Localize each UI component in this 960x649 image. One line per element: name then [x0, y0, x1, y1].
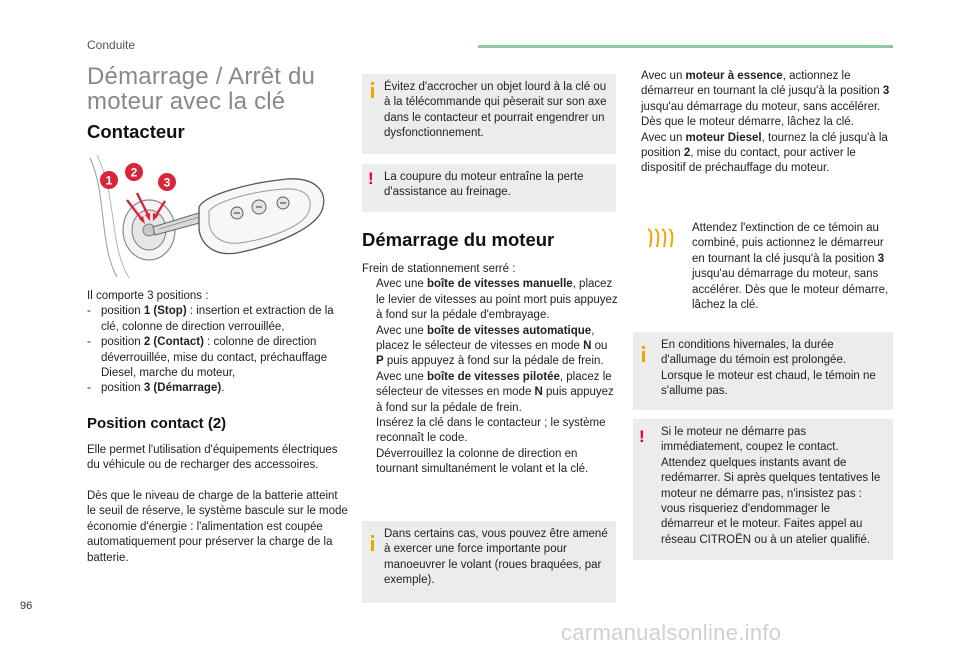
callout-3-label: 3: [163, 175, 171, 190]
watermark: carmanualsonline.info: [561, 620, 782, 645]
step-bold: moteur à essence: [685, 70, 783, 82]
info-box-winter: [633, 332, 893, 410]
title-line-2: moteur avec la clé: [87, 88, 286, 116]
step-rest-2: , mise du contact, pour activer le dispositif de préchauffage du moteur.: [641, 147, 856, 175]
heading-contacteur: Contacteur: [87, 121, 185, 142]
step-rest: , placez le sélecteur de vitesses en mode: [376, 324, 595, 353]
dash-mark: -: [87, 305, 91, 318]
step-diesel-engine: [617, 131, 894, 177]
preheating-lamp-text: [692, 221, 892, 313]
step-bold-mode-n: N: [583, 340, 592, 353]
info-icon: [641, 346, 646, 362]
position-rest: : insertion et extraction de la clé, colonne de direction verrouillée,: [101, 305, 334, 333]
callout-1-label: 1: [105, 173, 113, 188]
step-bold-mode-n: N: [534, 386, 543, 399]
ignition-key-drawing: [87, 155, 349, 278]
warning-text: La coupure du moteur entraîne la perte d'assistance au freinage.: [384, 171, 584, 199]
position-item-3: [87, 381, 349, 396]
header-rule: [478, 45, 893, 48]
positions-block: [87, 289, 349, 397]
page-title: [87, 64, 349, 114]
info-text: Évitez d'accrocher un objet lourd à la clé ou à la télécommande qui pèserait sur son axe dans le contacteur et pourrait engendrer un dysfonctionnement.: [384, 81, 607, 140]
step-manual-gearbox: [362, 277, 618, 323]
exclamation-icon: !: [368, 169, 374, 188]
info-box-heavy-key: [362, 74, 616, 154]
steps-intro: Frein de stationnement serré :: [362, 263, 516, 275]
position-rest: .: [221, 382, 225, 395]
lamp-text-bold: 3: [877, 252, 885, 265]
step-rest: Déverrouillez la colonne de direction en tournant simultanément le volant et la clé.: [376, 447, 589, 476]
paragraph-battery: Dès que le niveau de charge de la batterie atteint le seuil de réserve, le système bascule sur le mode économie d'énergie : l'alimentation est coupée automatiquement pour préserver la charge de la batterie.: [87, 490, 348, 564]
step-automatic-gearbox: [362, 324, 618, 370]
step-petrol-engine: [617, 69, 894, 131]
section-label: Conduite: [87, 38, 136, 52]
info-text: Dans certains cas, vous pouvez être amené à exercer une force importante pour manoeuvrer le volant (roues braquées, par exemple).: [384, 528, 608, 587]
step-pre: Avec un: [641, 131, 686, 144]
position-rest: : colonne de direction déverrouillée, mise du contact, préchauffage Diesel, marche du moteur,: [101, 336, 328, 380]
step-rest: Insérez la clé dans le contacteur ; le système reconnaît le code.: [376, 417, 606, 445]
exclamation-icon: !: [639, 427, 645, 446]
position-bold: 3 (Démarrage): [143, 382, 222, 395]
position-bold: 2 (Contact): [143, 336, 204, 349]
info-box-steering-force: [362, 521, 616, 603]
step-bold-mode-p: P: [376, 355, 384, 368]
step-bold-position: 3: [882, 85, 890, 98]
position-item-1: [87, 304, 349, 335]
step-rest: , tournez la clé jusqu'à la position: [641, 131, 888, 160]
step-insert-key: [362, 416, 618, 447]
preheating-coil-icon: [646, 225, 674, 249]
starting-steps: [362, 262, 618, 478]
callout-2-label: 2: [130, 165, 138, 180]
paragraph-equipment: Elle permet l'utilisation d'équipements électriques du véhicule ou de recharger des accessoires.: [87, 444, 338, 472]
step-rest-2: puis appuyez à fond sur la pédale de frein.: [376, 386, 614, 414]
heading-demarrage: Démarrage du moteur: [362, 229, 555, 250]
position-pre: position: [101, 336, 144, 349]
step-unlock-column: [362, 447, 618, 478]
position-bold: 1 (Stop): [143, 305, 187, 318]
warning-box-no-start: [633, 419, 893, 560]
dash-mark: -: [87, 336, 91, 349]
step-bold: boîte de vitesses automatique: [426, 324, 592, 337]
step-bold-position: 2: [683, 147, 691, 160]
info-icon: [370, 535, 375, 551]
lamp-text-pre: Attendez l'extinction de ce témoin au combiné, puis actionnez le démarreur en tournant la clé jusqu'à la position: [692, 222, 884, 265]
dash-mark: -: [87, 382, 91, 395]
step-rest: , actionnez le démarreur en tournant la clé jusqu'à la position: [641, 70, 883, 98]
info-icon: [370, 82, 375, 98]
position-pre: position: [101, 305, 144, 318]
step-rest: , placez le sélecteur de vitesses en mode: [376, 370, 612, 399]
step-rest-2: jusqu'au démarrage du moteur, sans accélérer. Dès que le moteur démarre, lâchez la clé.: [641, 100, 881, 129]
ignition-illustration: [87, 155, 349, 278]
step-bold: moteur Diesel: [685, 131, 762, 144]
title-line-1: Démarrage / Arrêt du: [87, 63, 316, 90]
warning-text: Si le moteur ne démarre pas immédiatement, coupez le contact. Attendez quelques instants avant de redémarrer. Si après quelques tentatives le moteur ne démarre pas, n'insistez pas : vous risqueriez d'endommager le démarreur et le moteur. Faites appel au réseau CITROËN ou à un atelier qualifié.: [661, 426, 881, 546]
engine-start-steps: [617, 69, 894, 177]
heading-position-contact: Position contact (2): [87, 415, 227, 432]
step-bold: boîte de vitesses pilotée: [426, 370, 560, 383]
step-rest: , placez le levier de vitesses au point mort puis appuyez à fond sur la pédale d'embrayage.: [376, 278, 618, 322]
position-pre: position: [101, 382, 144, 395]
step-pre: Avec une: [376, 324, 427, 337]
positions-intro: Il comporte 3 positions :: [87, 290, 209, 302]
lamp-text-rest: jusqu'au démarrage du moteur, sans accélérer. Dès que le moteur démarre, lâchez la clé.: [692, 268, 889, 312]
page-number: 96: [20, 600, 33, 612]
info-text: En conditions hivernales, la durée d'allumage du témoin est prolongée. Lorsque le moteur est chaud, le témoin ne s'allume pas.: [661, 339, 876, 398]
step-bold: boîte de vitesses manuelle: [426, 278, 573, 291]
step-rest-2: ou: [591, 340, 608, 353]
step-pre: Avec un: [641, 70, 686, 82]
position-item-2: [87, 335, 349, 381]
warning-box-brake-assist: [362, 164, 616, 212]
step-pre: Avec une: [376, 370, 427, 383]
step-rest-3: puis appuyez à fond sur la pédale de frein.: [383, 355, 604, 368]
step-piloted-gearbox: [362, 370, 618, 416]
step-pre: Avec une: [376, 278, 427, 291]
